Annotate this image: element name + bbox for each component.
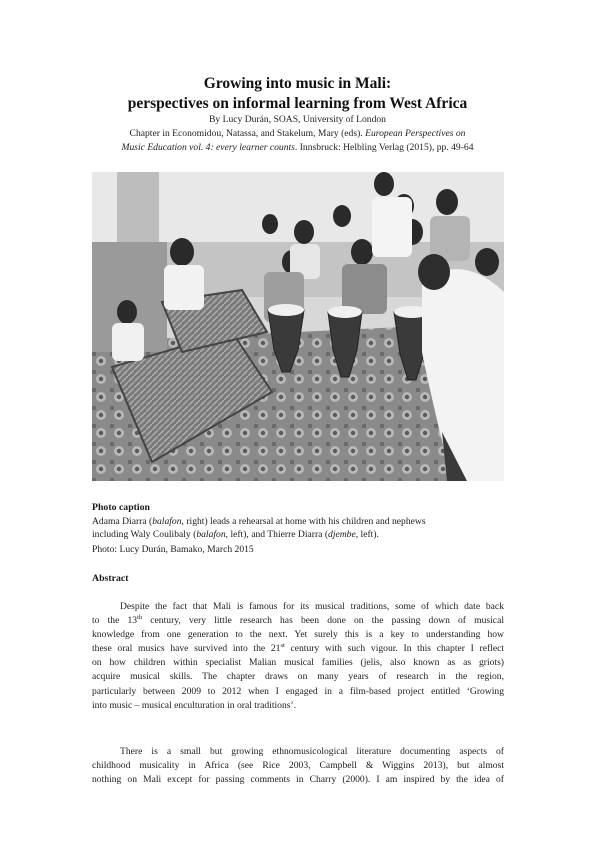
p1-line-1: Despite the fact that Mali is famous for its musical traditions, some of which date back bbox=[120, 601, 504, 612]
caption-text-1: Adama Diarra ( bbox=[92, 516, 153, 527]
p1-line-4-superscript: st bbox=[280, 642, 285, 650]
book-title-part-2: Music Education vol. 4: every learner counts bbox=[121, 142, 295, 153]
chapter-prefix: Chapter in Economidou, Natassa, and Stakelum, Mary (eds). bbox=[129, 128, 363, 139]
title-line-1: Growing into music in Mali: bbox=[203, 75, 392, 92]
p1-line-4 bbox=[92, 642, 504, 656]
rehearsal-photo bbox=[92, 172, 504, 481]
abstract-heading: Abstract bbox=[92, 573, 129, 584]
caption-text-3: including Waly Coulibaly ( bbox=[92, 529, 197, 541]
p1-line-2-superscript: th bbox=[137, 614, 143, 622]
caption-text-5: , left). bbox=[355, 529, 379, 541]
book-title-part-1: European Perspectives on bbox=[365, 128, 466, 139]
p1-line-4a: these oral musics have survived into the 21 bbox=[92, 643, 281, 655]
p1-line-2a: to the 13 bbox=[92, 615, 138, 627]
p1-line-7: particularly between 2009 to 2012 when I engaged in a film-based project entitled ‘Growing bbox=[92, 685, 504, 697]
title-line-2: perspectives on informal learning from West Africa bbox=[127, 95, 468, 112]
abstract-paragraph-2 bbox=[92, 745, 504, 787]
photo-caption-text bbox=[92, 515, 504, 542]
author-line: By Lucy Durán, SOAS, University of London bbox=[209, 114, 386, 125]
p1-line-8: into music – musical enculturation in oral traditions’. bbox=[92, 699, 297, 711]
caption-line-2 bbox=[92, 528, 504, 541]
p1-line-4b: century with such vigour. In this chapter I reflect bbox=[284, 643, 504, 655]
photo-caption-heading: Photo caption bbox=[92, 502, 150, 513]
p1-line-3: knowledge from one generation to the next. Yet surely this is a key to understanding how bbox=[92, 629, 504, 641]
caption-text-4: , left), and Thierre Diarra ( bbox=[225, 529, 329, 541]
citation-line-1 bbox=[0, 127, 595, 140]
p1-line-5: on how children within specialist Malian musical families (jelis, also known as as griots) bbox=[92, 657, 504, 669]
caption-italic-balafon-2: balafon bbox=[196, 529, 226, 541]
caption-italic-djembe: djembe bbox=[328, 529, 356, 541]
p2-line-3: nothing on Mali except for passing comments in Charry (2000). I am inspired by the idea of bbox=[92, 774, 504, 786]
abstract-paragraph-1 bbox=[92, 600, 504, 713]
p2-line-2: childhood musicality in Africa (see Rice 2003, Campbell & Wiggins 2013), but almost bbox=[92, 760, 504, 772]
p1-line-2 bbox=[92, 614, 504, 628]
p2-line-1: There is a small but growing ethnomusicological literature documenting aspects of bbox=[120, 746, 504, 757]
p1-line-6: acquire musical skills. The chapter draws on many years of research in the region, bbox=[92, 671, 504, 683]
citation-line-2 bbox=[0, 141, 595, 154]
rehearsal-photo-illustration bbox=[92, 172, 504, 481]
caption-line-1 bbox=[92, 515, 504, 528]
caption-text-2: , right) leads a rehearsal at home with his children and nephews bbox=[181, 516, 426, 527]
photo-credit: Photo: Lucy Durán, Bamako, March 2015 bbox=[92, 544, 254, 555]
publisher-info: . Innsbruck: Helbling Verlag (2015), pp. 49-64 bbox=[294, 142, 474, 153]
p1-line-2b: century, very little research has been done on the passing down of musical bbox=[142, 615, 504, 627]
caption-italic-balafon-1: balafon bbox=[152, 516, 182, 527]
